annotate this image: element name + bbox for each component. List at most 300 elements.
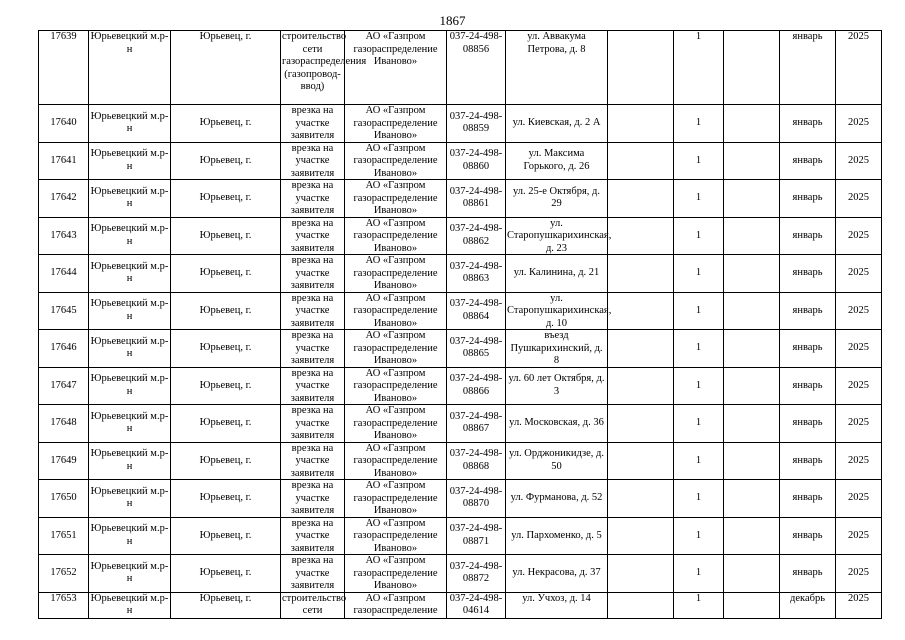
organization-text: АО «Газпром газораспределение	[353, 592, 438, 616]
settlement-cell	[171, 142, 281, 180]
row-number-text: 17643	[50, 229, 77, 241]
district-cell	[89, 442, 171, 480]
row-number	[39, 555, 89, 593]
row-number	[39, 480, 89, 518]
empty-cell	[724, 330, 780, 368]
settlement-cell	[171, 217, 281, 255]
address-cell	[506, 517, 608, 555]
object-code-text: 037-24-498-08868	[449, 448, 503, 472]
object-code-text: 037-24-498-08861	[449, 185, 503, 210]
work-type-text: врезка на участке заявителя	[290, 142, 335, 179]
empty-cell	[608, 180, 674, 218]
settlement-cell	[171, 517, 281, 555]
empty-cell	[724, 442, 780, 480]
settlement-text: Юрьевец, г.	[199, 529, 252, 541]
district-cell	[89, 292, 171, 330]
empty-cell	[608, 255, 674, 293]
row-number	[39, 105, 89, 143]
row-number-text: 17646	[50, 342, 77, 353]
year-cell	[836, 592, 882, 618]
year-cell	[836, 142, 882, 180]
work-type-text: врезка на участке заявителя	[290, 442, 335, 479]
work-type-cell	[281, 255, 345, 293]
empty-cell	[608, 555, 674, 593]
row-number-text: 17648	[50, 417, 77, 428]
object-code-text: 037-24-498-08870	[449, 485, 503, 510]
count-cell	[674, 592, 724, 618]
organization-text: АО «Газпром газораспределение Иваново»	[353, 367, 438, 404]
work-type-text: врезка на участке заявителя	[290, 255, 335, 292]
object-code-cell	[447, 517, 506, 555]
organization-cell	[345, 180, 447, 218]
work-type-cell	[281, 31, 367, 105]
count-text: 1	[695, 342, 702, 353]
month-text: январь	[792, 304, 823, 316]
year-text: 2025	[848, 31, 869, 42]
work-type-cell	[281, 367, 345, 405]
settlement-text: Юрьевец, г.	[199, 342, 252, 353]
object-code-text: 037-24-498-08865	[449, 335, 503, 360]
work-type-cell	[281, 217, 345, 255]
month-cell	[780, 180, 836, 218]
row-number-text: 17640	[50, 117, 77, 128]
year-text: 2025	[848, 454, 869, 466]
organization-cell	[345, 31, 447, 105]
empty-cell	[608, 517, 674, 555]
month-cell	[780, 292, 836, 330]
count-text: 1	[695, 417, 702, 428]
year-text: 2025	[848, 379, 869, 391]
district-text: Юрьевецкий м.р-н	[90, 485, 169, 510]
count-cell	[674, 142, 724, 180]
count-cell	[674, 31, 724, 105]
month-text: январь	[792, 31, 823, 42]
work-type-text: врезка на участке заявителя	[290, 330, 335, 367]
object-code-cell	[447, 255, 506, 293]
organization-cell	[345, 555, 447, 593]
address-cell	[506, 292, 612, 330]
month-cell	[780, 142, 836, 180]
work-type-cell	[281, 592, 345, 618]
table-row	[39, 292, 882, 330]
row-number-text: 17639	[50, 31, 77, 42]
count-text: 1	[695, 492, 702, 503]
settlement-text: Юрьевец, г.	[199, 417, 252, 428]
object-code-cell	[447, 142, 506, 180]
month-text: декабрь	[790, 592, 825, 604]
row-number-text: 17651	[50, 529, 77, 541]
row-number	[39, 367, 89, 405]
object-code-text: 037-24-498-04614	[449, 592, 503, 616]
object-code-cell	[447, 330, 506, 368]
district-cell	[89, 217, 171, 255]
count-text: 1	[695, 304, 702, 316]
address-text: ул. Калинина, д. 21	[513, 267, 600, 278]
month-cell	[780, 105, 836, 143]
year-cell	[836, 217, 882, 255]
address-cell	[506, 142, 608, 180]
district-cell	[89, 555, 171, 593]
work-type-cell	[281, 480, 345, 518]
settlement-text: Юрьевец, г.	[199, 192, 252, 203]
year-text: 2025	[848, 417, 869, 428]
empty-cell	[608, 367, 674, 405]
address-cell	[506, 330, 608, 368]
organization-cell	[345, 367, 447, 405]
count-cell	[674, 217, 724, 255]
work-type-cell	[281, 555, 345, 593]
work-type-cell	[281, 292, 345, 330]
count-text: 1	[695, 567, 702, 578]
object-code-text: 037-24-498-08864	[449, 298, 503, 322]
work-type-text: врезка на участке заявителя	[290, 367, 335, 404]
address-cell	[506, 180, 608, 218]
object-code-cell	[447, 367, 506, 405]
address-text: ул. Максима Горького, д. 26	[523, 148, 590, 172]
empty-cell	[724, 292, 780, 330]
month-text: январь	[792, 267, 823, 278]
object-code-text: 037-24-498-08856	[449, 31, 503, 55]
settlement-text: Юрьевец, г.	[199, 267, 252, 278]
empty-cell	[608, 31, 674, 105]
month-text: январь	[792, 154, 823, 166]
year-cell	[836, 480, 882, 518]
organization-text: АО «Газпром газораспределение Иваново»	[353, 330, 438, 367]
object-code-text: 037-24-498-08860	[449, 148, 503, 172]
settlement-cell	[171, 592, 281, 618]
district-cell	[89, 592, 171, 618]
organization-text: АО «Газпром газораспределение Иваново»	[353, 442, 438, 479]
row-number-text: 17652	[50, 567, 77, 578]
row-number	[39, 330, 89, 368]
table-row	[39, 592, 882, 618]
count-text: 1	[695, 117, 702, 128]
settlement-cell	[171, 255, 281, 293]
month-cell	[780, 592, 836, 618]
year-cell	[836, 405, 882, 443]
year-text: 2025	[848, 529, 869, 541]
empty-cell	[724, 31, 780, 105]
table-row	[39, 255, 882, 293]
year-cell	[836, 180, 882, 218]
district-cell	[89, 255, 171, 293]
organization-cell	[345, 292, 447, 330]
empty-cell	[608, 105, 674, 143]
page-number: 1867	[439, 13, 466, 28]
row-number-text: 17647	[50, 379, 77, 391]
district-cell	[89, 367, 171, 405]
work-type-text: врезка на участке заявителя	[290, 405, 335, 442]
address-text: ул. 60 лет Октября, д. 3	[508, 373, 605, 397]
row-number	[39, 180, 89, 218]
work-type-text: врезка на участке заявителя	[290, 105, 335, 142]
month-cell	[780, 31, 836, 105]
count-cell	[674, 517, 724, 555]
row-number	[39, 31, 89, 105]
address-cell	[506, 217, 612, 255]
district-cell	[89, 405, 171, 443]
empty-cell	[724, 142, 780, 180]
settlement-cell	[171, 442, 281, 480]
address-cell	[506, 255, 608, 293]
district-text: Юрьевецкий м.р-н	[90, 31, 169, 55]
row-number	[39, 442, 89, 480]
organization-cell	[345, 142, 447, 180]
year-text: 2025	[848, 229, 869, 241]
month-text: январь	[792, 417, 823, 428]
district-text: Юрьевецкий м.р-н	[90, 560, 169, 585]
year-cell	[836, 367, 882, 405]
month-text: январь	[792, 117, 823, 128]
work-type-cell	[281, 442, 345, 480]
settlement-text: Юрьевец, г.	[199, 567, 252, 578]
empty-cell	[724, 217, 780, 255]
address-text: ул. Орджоникидзе, д. 50	[508, 448, 604, 472]
address-text: въезд Пушкарихинский, д. 8	[510, 330, 603, 367]
year-text: 2025	[848, 154, 869, 166]
count-cell	[674, 255, 724, 293]
empty-cell	[608, 592, 674, 618]
settlement-cell	[171, 330, 281, 368]
count-text: 1	[695, 229, 702, 241]
month-text: январь	[792, 529, 823, 541]
object-code-cell	[447, 442, 506, 480]
month-cell	[780, 217, 836, 255]
object-code-text: 037-24-498-08872	[449, 560, 503, 585]
object-code-text: 037-24-498-08863	[449, 260, 503, 285]
row-number	[39, 405, 89, 443]
month-text: январь	[792, 192, 823, 203]
settlement-cell	[171, 292, 281, 330]
settlement-cell	[171, 105, 281, 143]
row-number-text: 17653	[50, 592, 77, 604]
empty-cell	[608, 217, 674, 255]
district-text: Юрьевецкий м.р-н	[90, 410, 169, 435]
address-cell	[506, 31, 608, 105]
year-cell	[836, 517, 882, 555]
count-text: 1	[695, 31, 702, 42]
empty-cell	[724, 517, 780, 555]
table-row	[39, 31, 882, 105]
row-number-text: 17641	[50, 154, 77, 166]
count-text: 1	[695, 379, 702, 391]
count-cell	[674, 367, 724, 405]
settlement-cell	[171, 367, 281, 405]
row-number-text: 17649	[50, 454, 77, 466]
month-cell	[780, 405, 836, 443]
address-cell	[506, 442, 608, 480]
month-cell	[780, 555, 836, 593]
count-cell	[674, 442, 724, 480]
organization-text: АО «Газпром газораспределение Иваново»	[353, 217, 438, 254]
empty-cell	[608, 292, 674, 330]
organization-text: АО «Газпром газораспределение Иваново»	[353, 255, 438, 292]
district-text: Юрьевецкий м.р-н	[90, 185, 169, 210]
empty-cell	[608, 405, 674, 443]
work-type-text: строительство сети газораспределения (газопровод-ввод)	[282, 31, 367, 92]
table-row	[39, 480, 882, 518]
organization-cell	[345, 330, 447, 368]
row-number	[39, 592, 89, 618]
address-text: ул. Московская, д. 36	[509, 417, 604, 428]
empty-cell	[724, 405, 780, 443]
table-row	[39, 217, 882, 255]
table-row	[39, 330, 882, 368]
empty-cell	[724, 480, 780, 518]
work-type-cell	[281, 405, 345, 443]
table-row	[39, 517, 882, 555]
row-number-text: 17642	[50, 192, 77, 203]
month-text: январь	[792, 379, 823, 391]
settlement-text: Юрьевец, г.	[199, 379, 252, 391]
object-code-cell	[447, 105, 506, 143]
object-code-text: 037-24-498-08862	[449, 223, 503, 247]
organization-text: АО «Газпром газораспределение Иваново»	[353, 405, 438, 442]
month-text: январь	[792, 342, 823, 353]
work-type-cell	[281, 142, 345, 180]
settlement-text: Юрьевец, г.	[199, 592, 252, 604]
count-text: 1	[695, 529, 702, 541]
row-number	[39, 142, 89, 180]
year-text: 2025	[848, 592, 869, 604]
year-text: 2025	[848, 192, 869, 203]
table-row	[39, 367, 882, 405]
address-cell	[506, 480, 608, 518]
empty-cell	[608, 142, 674, 180]
address-cell	[506, 105, 608, 143]
object-code-text: 037-24-498-08871	[449, 523, 503, 547]
table-row	[39, 180, 882, 218]
object-code-cell	[447, 217, 506, 255]
district-text: Юрьевецкий м.р-н	[90, 110, 169, 135]
empty-cell	[724, 255, 780, 293]
year-cell	[836, 555, 882, 593]
year-text: 2025	[848, 492, 869, 503]
empty-cell	[608, 330, 674, 368]
work-type-cell	[281, 517, 345, 555]
district-cell	[89, 31, 171, 105]
empty-cell	[724, 555, 780, 593]
year-cell	[836, 442, 882, 480]
object-code-cell	[447, 592, 506, 618]
object-code-cell	[447, 405, 506, 443]
organization-cell	[345, 217, 447, 255]
month-cell	[780, 442, 836, 480]
month-cell	[780, 517, 836, 555]
count-cell	[674, 292, 724, 330]
work-type-text: врезка на участке заявителя	[290, 292, 335, 329]
object-code-text: 037-24-498-08867	[449, 410, 503, 435]
organization-text: АО «Газпром газораспределение Иваново»	[353, 142, 438, 179]
empty-cell	[724, 592, 780, 618]
row-number	[39, 217, 89, 255]
work-type-cell	[281, 105, 345, 143]
work-type-text: врезка на участке заявителя	[290, 180, 335, 217]
organization-text: АО «Газпром газораспределение Иваново»	[353, 517, 438, 554]
month-text: январь	[792, 454, 823, 466]
object-code-cell	[447, 292, 506, 330]
organization-cell	[345, 442, 447, 480]
row-number	[39, 292, 89, 330]
work-type-text: строительство сети	[282, 592, 347, 616]
count-text: 1	[695, 267, 702, 278]
year-text: 2025	[848, 267, 869, 278]
address-text: ул. Учхоз, д. 14	[522, 592, 591, 604]
settlement-cell	[171, 405, 281, 443]
month-cell	[780, 367, 836, 405]
address-text: ул. Некрасова, д. 37	[512, 567, 601, 578]
district-text: Юрьевецкий м.р-н	[90, 335, 169, 360]
settlement-text: Юрьевец, г.	[199, 31, 252, 42]
count-cell	[674, 405, 724, 443]
count-text: 1	[695, 454, 702, 466]
year-text: 2025	[848, 567, 869, 578]
address-cell	[506, 405, 608, 443]
settlement-text: Юрьевец, г.	[199, 154, 252, 166]
month-text: январь	[792, 229, 823, 241]
address-text: ул. Пархоменко, д. 5	[511, 529, 602, 541]
district-cell	[89, 517, 171, 555]
count-cell	[674, 105, 724, 143]
row-number-text: 17650	[50, 492, 77, 503]
district-text: Юрьевецкий м.р-н	[90, 448, 169, 472]
settlement-cell	[171, 180, 281, 218]
object-code-text: 037-24-498-08866	[449, 373, 503, 397]
row-number-text: 17644	[50, 267, 77, 278]
address-text: ул. Старопушкарихинская, д. 23	[507, 217, 612, 254]
address-text: ул. Аввакума Петрова, д. 8	[527, 31, 586, 55]
object-code-cell	[447, 555, 506, 593]
year-cell	[836, 255, 882, 293]
year-cell	[836, 330, 882, 368]
row-number	[39, 255, 89, 293]
organization-cell	[345, 592, 447, 618]
count-cell	[674, 330, 724, 368]
row-number-text: 17645	[50, 304, 77, 316]
settlement-cell	[171, 555, 281, 593]
district-cell	[89, 330, 171, 368]
organization-text: АО «Газпром газораспределение Иваново»	[353, 105, 438, 142]
district-text: Юрьевецкий м.р-н	[90, 592, 169, 616]
work-type-text: врезка на участке заявителя	[290, 480, 335, 517]
year-text: 2025	[848, 342, 869, 353]
settlement-text: Юрьевец, г.	[199, 229, 252, 241]
organization-cell	[345, 105, 447, 143]
month-text: январь	[792, 492, 823, 503]
organization-cell	[345, 255, 447, 293]
empty-cell	[724, 180, 780, 218]
month-cell	[780, 330, 836, 368]
district-cell	[89, 180, 171, 218]
object-code-cell	[447, 31, 506, 105]
district-text: Юрьевецкий м.р-н	[90, 223, 169, 247]
address-cell	[506, 592, 608, 618]
work-type-text: врезка на участке заявителя	[290, 555, 335, 592]
table-row	[39, 405, 882, 443]
address-cell	[506, 555, 608, 593]
settlement-text: Юрьевец, г.	[199, 492, 252, 503]
table-row	[39, 555, 882, 593]
address-text: ул. Фурманова, д. 52	[510, 492, 603, 503]
settlement-text: Юрьевец, г.	[199, 117, 252, 128]
address-cell	[506, 367, 608, 405]
year-cell	[836, 105, 882, 143]
work-type-cell	[281, 180, 345, 218]
organization-cell	[345, 517, 447, 555]
settlement-text: Юрьевец, г.	[199, 304, 252, 316]
district-cell	[89, 105, 171, 143]
district-text: Юрьевецкий м.р-н	[90, 523, 169, 547]
